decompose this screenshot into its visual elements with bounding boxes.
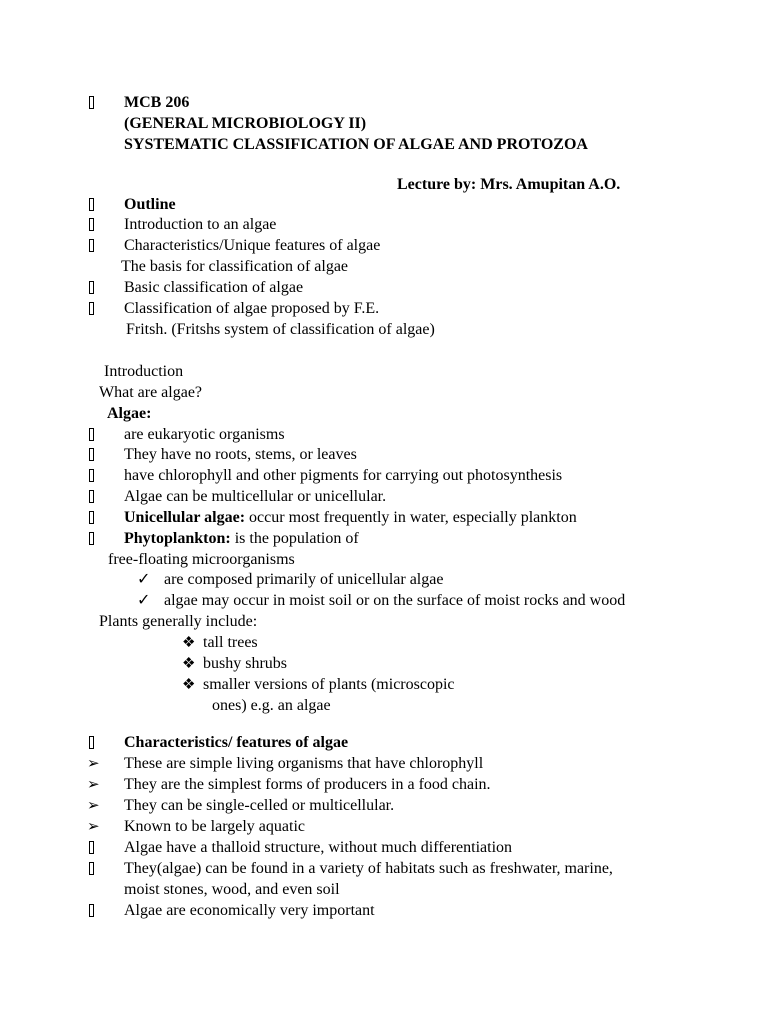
outline-item: Characteristics/Unique features of algae	[124, 237, 381, 254]
bullet-box-icon	[89, 215, 94, 235]
phyto-cont: free-floating microorganisms	[108, 551, 295, 568]
outline-item: Basic classification of algae	[124, 279, 304, 296]
phyto-line	[124, 529, 359, 549]
char-item: Algae are economically very important	[124, 902, 375, 919]
unicellular-label: Unicellular algae:	[124, 509, 246, 526]
arrow-bullet-icon: ➢	[87, 756, 100, 772]
intro-item: Algae can be multicellular or unicellular.	[124, 488, 387, 505]
intro-heading: Introduction	[104, 363, 184, 380]
intro-item: are eukaryotic organisms	[124, 426, 285, 443]
topic-title: SYSTEMATIC CLASSIFICATION OF ALGAE AND PROTOZOA	[124, 136, 588, 153]
outline-item: The basis for classification of algae	[121, 258, 349, 275]
plant-item: bushy shrubs	[203, 655, 288, 672]
diamond-bullet-icon: ❖	[182, 635, 196, 651]
bullet-box-icon	[89, 466, 94, 486]
check-item: are composed primarily of unicellular algae	[164, 571, 444, 588]
intro-item: have chlorophyll and other pigments for carrying out photosynthesis	[124, 467, 563, 484]
bullet-box-icon	[89, 299, 94, 319]
bullet-box-icon	[89, 529, 94, 549]
char-arrow-item: These are simple living organisms that have chlorophyll	[124, 755, 484, 772]
plant-item: tall trees	[203, 634, 258, 651]
lecturer: Lecture by: Mrs. Amupitan A.O.	[397, 176, 621, 193]
algae-label: Algae:	[107, 405, 152, 422]
arrow-bullet-icon: ➢	[87, 798, 100, 814]
outline-item: Introduction to an algae	[124, 216, 277, 233]
course-title: (GENERAL MICROBIOLOGY II)	[124, 115, 367, 132]
bullet-box-icon	[89, 93, 94, 113]
bullet-box-icon	[89, 445, 94, 465]
outline-heading: Outline	[124, 196, 176, 213]
bullet-box-icon	[89, 859, 94, 879]
bullet-box-icon	[89, 733, 94, 753]
char-arrow-item: Known to be largely aquatic	[124, 818, 305, 835]
arrow-bullet-icon: ➢	[87, 777, 100, 793]
bullet-box-icon	[89, 425, 94, 445]
check-item: algae may occur in moist soil or on the surface of moist rocks and wood	[164, 592, 626, 609]
plants-intro: Plants generally include:	[99, 613, 258, 630]
char-item: They(algae) can be found in a variety of habitats such as freshwater, marine,	[124, 860, 613, 877]
bullet-box-icon	[89, 195, 94, 215]
char-item: Algae have a thalloid structure, without much differentiation	[124, 839, 513, 856]
bullet-box-icon	[89, 901, 94, 921]
char-arrow-item: They can be single-celled or multicellular.	[124, 797, 395, 814]
char-arrow-item: They are the simplest forms of producers in a food chain.	[124, 776, 491, 793]
bullet-box-icon	[89, 278, 94, 298]
phyto-text: is the population of	[230, 530, 359, 547]
unicellular-line	[124, 508, 577, 528]
phyto-label: Phytoplankton:	[124, 530, 231, 547]
arrow-bullet-icon: ➢	[87, 819, 100, 835]
plant-item: smaller versions of plants (microscopic	[203, 676, 455, 693]
course-code: MCB 206	[124, 94, 190, 111]
unicellular-text: occur most frequently in water, especially plankton	[245, 509, 577, 526]
intro-item: They have no roots, stems, or leaves	[124, 446, 357, 463]
bullet-box-icon	[89, 508, 94, 528]
bullet-box-icon	[89, 487, 94, 507]
outline-item: Fritsh. (Fritshs system of classification of algae)	[126, 321, 435, 338]
characteristics-heading: Characteristics/ features of algae	[124, 734, 349, 751]
plant-cont: ones) e.g. an algae	[212, 697, 331, 714]
intro-question: What are algae?	[99, 384, 203, 401]
bullet-box-icon	[89, 236, 94, 256]
char-item: moist stones, wood, and even soil	[124, 881, 340, 898]
bullet-box-icon	[89, 838, 94, 858]
diamond-bullet-icon: ❖	[182, 656, 196, 672]
check-icon: ✓	[137, 592, 151, 609]
diamond-bullet-icon: ❖	[182, 677, 196, 693]
check-icon: ✓	[137, 571, 151, 588]
outline-item: Classification of algae proposed by F.E.	[124, 300, 380, 317]
